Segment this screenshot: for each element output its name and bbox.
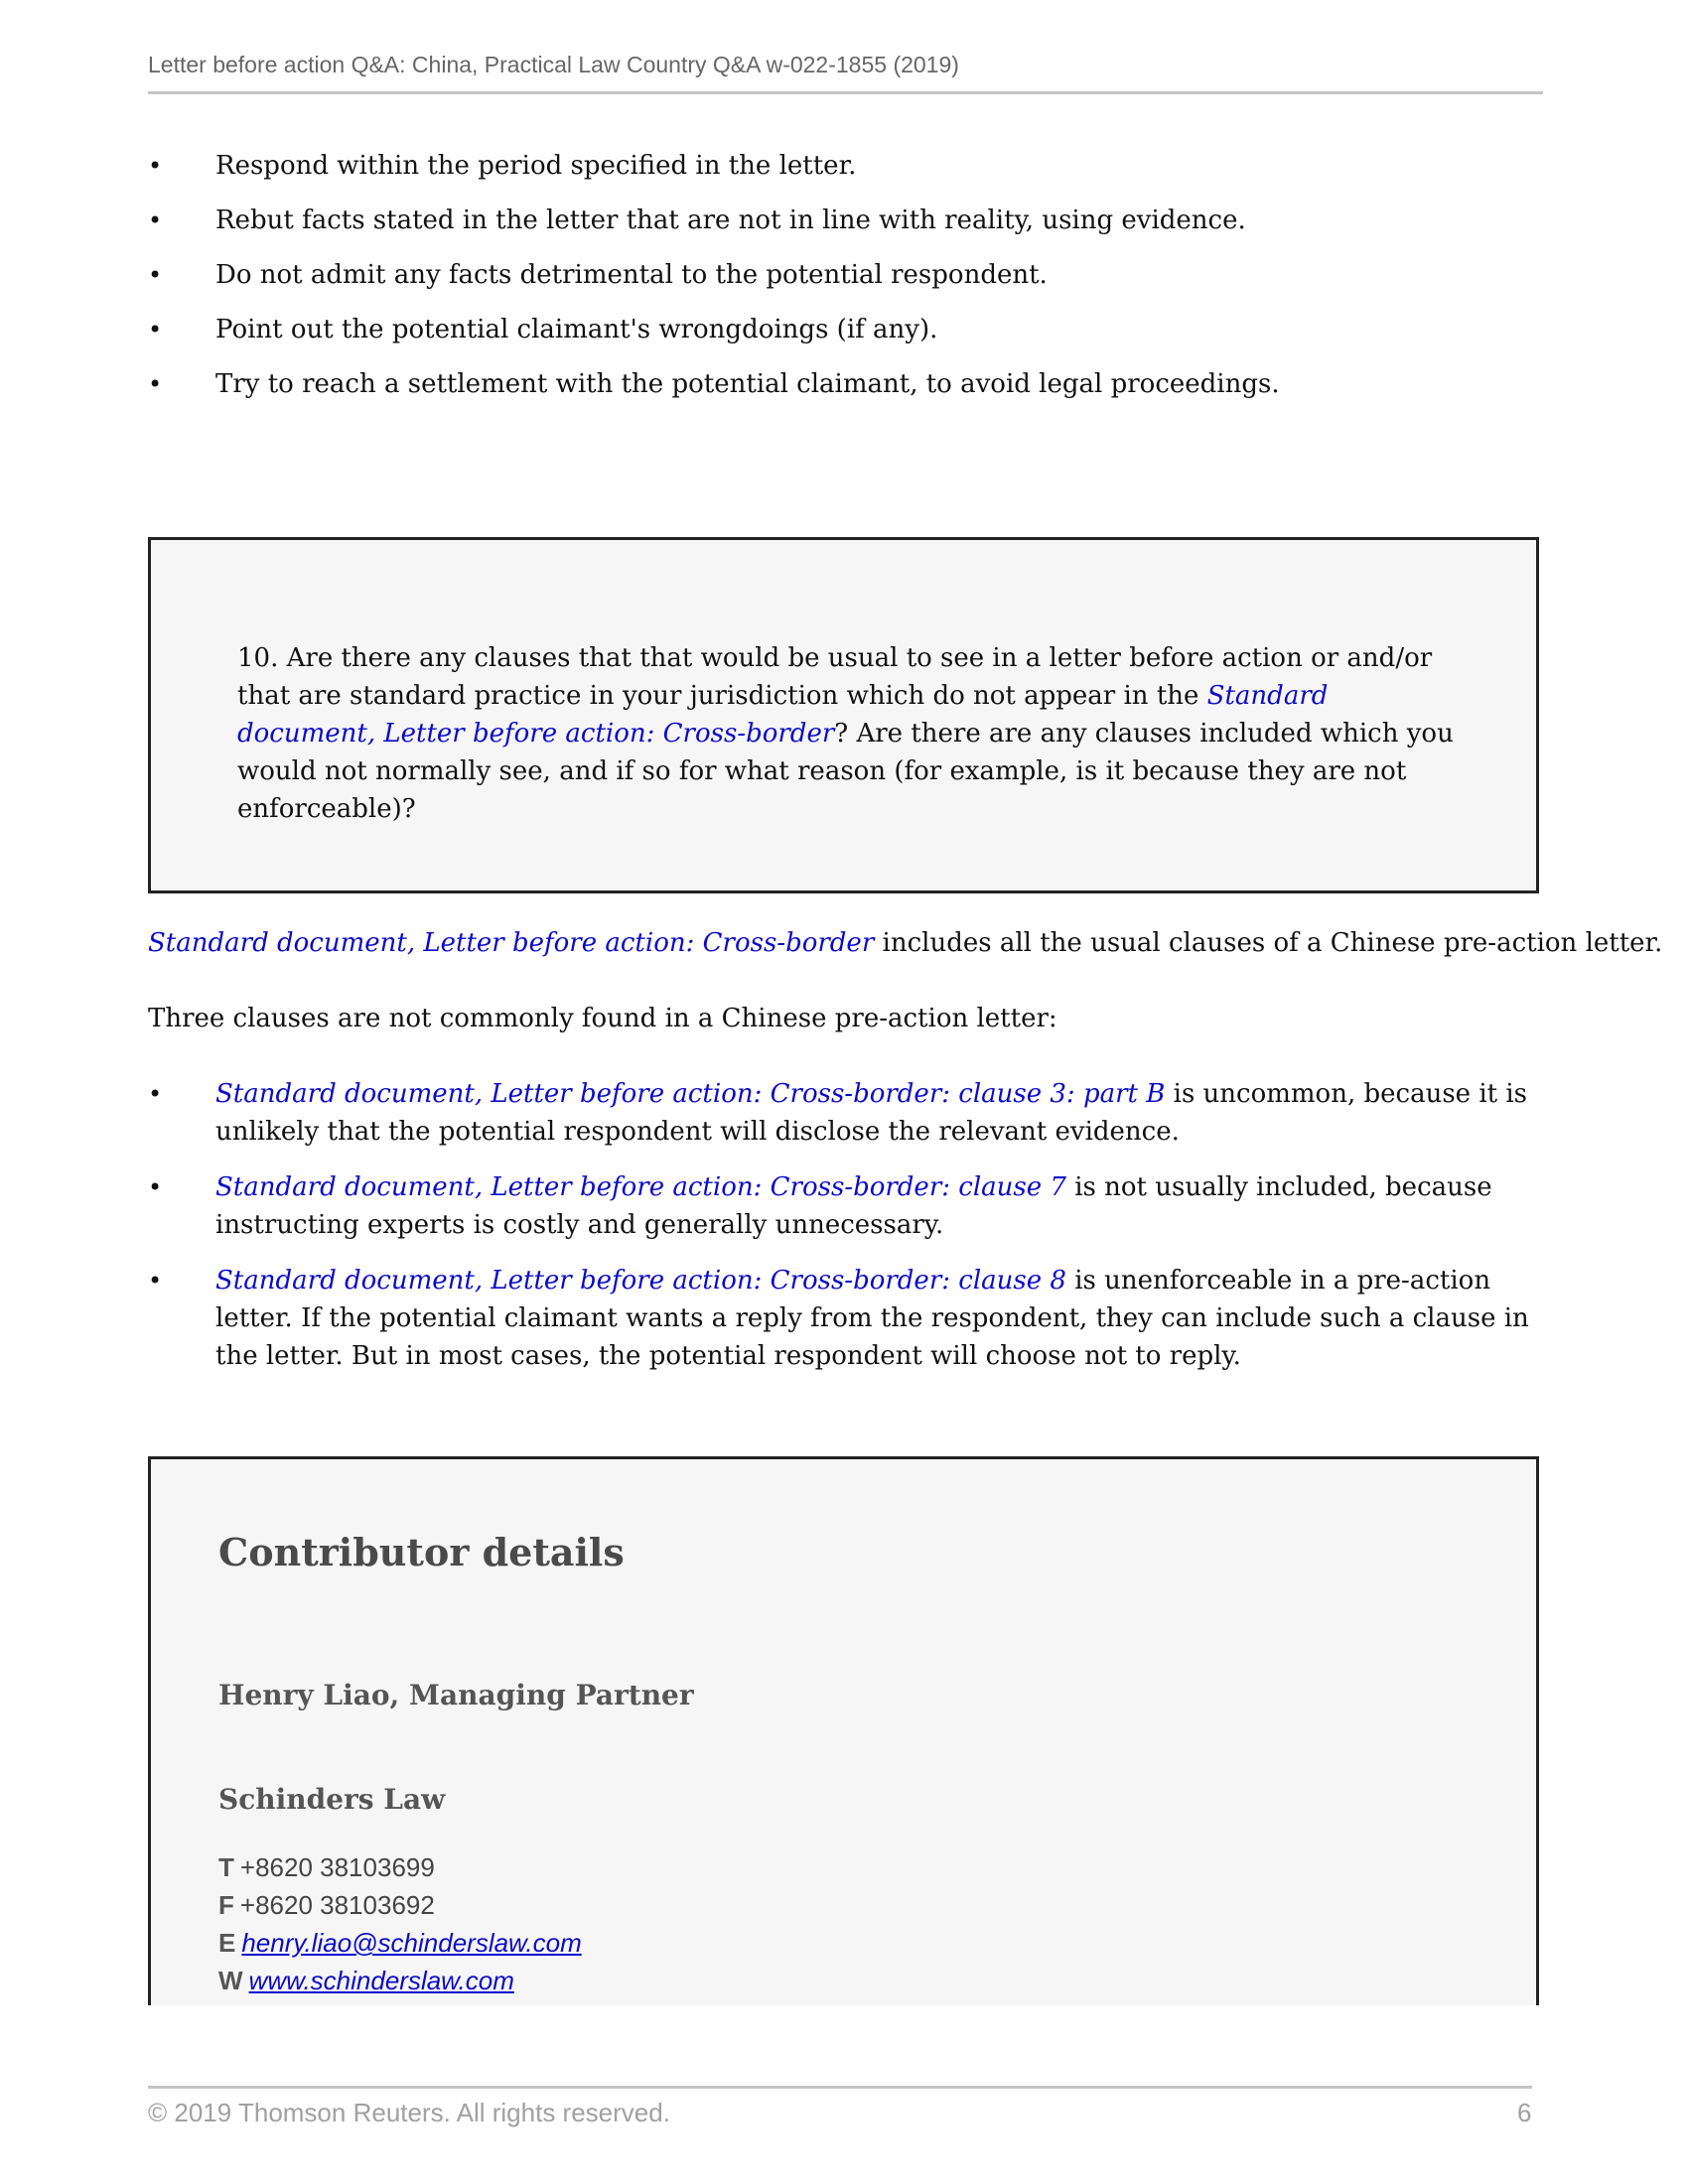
question-box xyxy=(148,537,1539,893)
contributor-firm: Schinders Law xyxy=(218,1783,446,1816)
answer-paragraph-1 xyxy=(148,924,1663,962)
answer-paragraph-2: Three clauses are not commonly found in a Chinese pre-action letter: xyxy=(148,1004,1057,1033)
clause-3-text: is uncommon, because it is unlikely that the potential respondent will disclose the relevant evidence. xyxy=(215,1079,1528,1147)
email-key: E xyxy=(218,1928,236,1958)
bullet-icon: • xyxy=(148,370,163,398)
page-number: 6 xyxy=(1517,2098,1532,2127)
contact-fax-row xyxy=(218,1886,582,1924)
answer-standard-document-link[interactable]: Standard document, Letter before action: Cross-border xyxy=(148,928,875,958)
bullet-text: Point out the potential claimant's wrongdoings (if any). xyxy=(215,315,938,344)
bullet-text: Try to reach a settlement with the potential claimant, to avoid legal proceedings. xyxy=(215,369,1280,399)
bullet-icon: • xyxy=(148,316,163,343)
question-text-after: ? Are there are any clauses included which you would not normally see, and if so for what reason (for example, is it because they are not enforceable)? xyxy=(237,719,1454,824)
list-item xyxy=(148,1262,1543,1375)
list-item xyxy=(148,311,1543,348)
header-divider xyxy=(148,91,1543,94)
response-bullet-list xyxy=(148,147,1543,420)
question-text xyxy=(237,639,1459,828)
contributor-name: Henry Liao, Managing Partner xyxy=(218,1679,694,1711)
question-text-before: 10. Are there any clauses that that would be usual to see in a letter before action or and/or that are standard practice in your jurisdiction which do not appear in the xyxy=(237,643,1433,711)
phone-key: T xyxy=(218,1852,234,1882)
clause-8-text: is unenforceable in a pre-action letter. If the potential claimant wants a reply from the respondent, they can include such a clause in the letter. But in most cases, the potential respondent will choose not to reply. xyxy=(215,1266,1529,1371)
bullet-icon: • xyxy=(148,1080,163,1108)
list-item xyxy=(148,147,1543,185)
list-item xyxy=(148,365,1543,403)
bullet-text: Do not admit any facts detrimental to the potential respondent. xyxy=(215,260,1048,290)
bullet-icon: • xyxy=(148,1173,163,1201)
contact-email-row xyxy=(218,1924,582,1962)
clause-7-text: is not usually included, because instructing experts is costly and generally unnecessary. xyxy=(215,1172,1492,1240)
bullet-icon: • xyxy=(148,1267,163,1295)
bullet-icon: • xyxy=(148,206,163,234)
bullet-text: Respond within the period specified in the letter. xyxy=(215,151,857,181)
contributor-box xyxy=(148,1456,1539,2005)
list-item xyxy=(148,202,1543,239)
footer-divider xyxy=(148,2086,1532,2089)
clause-bullet-list xyxy=(148,1075,1543,1393)
bullet-icon: • xyxy=(148,261,163,289)
list-item xyxy=(148,256,1543,294)
contributor-contacts xyxy=(218,1848,582,1999)
email-link[interactable]: henry.liao@schinderslaw.com xyxy=(241,1928,582,1958)
fax-key: F xyxy=(218,1890,234,1920)
clause-8-link[interactable]: Standard document, Letter before action: Cross-border: clause 8 xyxy=(215,1266,1066,1296)
bullet-icon: • xyxy=(148,152,163,180)
list-item xyxy=(148,1168,1543,1244)
contact-phone-row xyxy=(218,1848,582,1886)
phone-value: +8620 38103699 xyxy=(239,1852,435,1882)
list-item xyxy=(148,1075,1543,1151)
web-key: W xyxy=(218,1966,243,1995)
contributor-heading: Contributor details xyxy=(218,1530,625,1574)
bullet-text: Rebut facts stated in the letter that are not in line with reality, using evidence. xyxy=(215,205,1246,235)
contact-web-row xyxy=(218,1962,582,1999)
clause-7-link[interactable]: Standard document, Letter before action: Cross-border: clause 7 xyxy=(215,1172,1066,1202)
clause-3-link[interactable]: Standard document, Letter before action: Cross-border: clause 3: part B xyxy=(215,1079,1166,1109)
website-link[interactable]: www.schinderslaw.com xyxy=(248,1966,514,1995)
answer-paragraph-1-text: includes all the usual clauses of a Chinese pre-action letter. xyxy=(874,928,1663,958)
question-standard-document-link[interactable]: Standard document, Letter before action: Cross-border xyxy=(237,681,1329,749)
fax-value: +8620 38103692 xyxy=(239,1890,435,1920)
page-header-title: Letter before action Q&A: China, Practical Law Country Q&A w-022-1855 (2019) xyxy=(148,52,959,77)
footer-copyright: © 2019 Thomson Reuters. All rights reserved. xyxy=(148,2098,670,2127)
